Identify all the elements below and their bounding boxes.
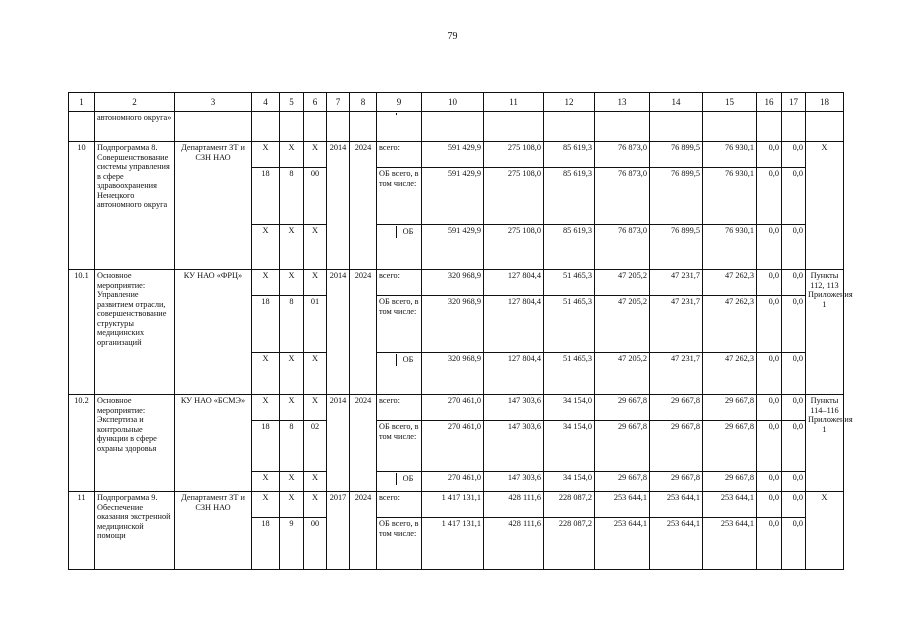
header-cell: 8	[350, 93, 377, 112]
code-cell: X	[280, 492, 304, 518]
funding-source: всего:	[377, 395, 422, 421]
amount-cell: 0,0	[782, 353, 806, 395]
amount-cell: 51 465,3	[544, 270, 595, 296]
code-cell: 18	[252, 296, 280, 353]
amount-cell: 47 231,7	[650, 270, 703, 296]
amount-cell: 275 108,0	[484, 225, 544, 270]
code-cell: X	[252, 472, 280, 492]
code-cell: X	[304, 395, 327, 421]
amount-cell: 47 262,3	[703, 296, 757, 353]
header-cell: 11	[484, 93, 544, 112]
amount-cell: 0,0	[757, 395, 782, 421]
amount-cell: 76 930,1	[703, 225, 757, 270]
code-cell: X	[252, 142, 280, 168]
amount-cell: 1 417 131,1	[422, 492, 484, 518]
amount-cell: 47 262,3	[703, 270, 757, 296]
amount-cell: 47 205,2	[595, 353, 650, 395]
funding-source-label: ОБ	[402, 227, 414, 236]
amount-cell: 253 644,1	[650, 492, 703, 518]
header-cell: 1	[69, 93, 95, 112]
code-cell: 8	[280, 168, 304, 225]
amount-cell: 0,0	[782, 492, 806, 518]
amount-cell: 428 111,6	[484, 518, 544, 570]
code-cell: X	[252, 492, 280, 518]
executor: Департамент ЗТ и СЗН НАО	[175, 142, 252, 270]
amount-cell: 0,0	[782, 168, 806, 225]
amount-cell: 76 873,0	[595, 142, 650, 168]
header-cell: 13	[595, 93, 650, 112]
code-cell: X	[304, 472, 327, 492]
code-cell: X	[304, 142, 327, 168]
funding-source	[377, 353, 422, 395]
amount-cell: 0,0	[757, 421, 782, 472]
amount-cell: 29 667,8	[703, 472, 757, 492]
end-year: 2024	[350, 142, 377, 270]
amount-cell: 0,0	[757, 518, 782, 570]
amount-cell: 51 465,3	[544, 353, 595, 395]
amount-cell: 127 804,4	[484, 353, 544, 395]
amount-cell: 29 667,8	[650, 395, 703, 421]
amount-cell: 34 154,0	[544, 472, 595, 492]
amount-cell: 253 644,1	[703, 518, 757, 570]
program-name: Основное мероприятие: Управление развитием отрасли, совершенствование структуры медицинских организаций	[95, 270, 175, 395]
code-cell: X	[304, 270, 327, 296]
amount-cell: 270 461,0	[422, 421, 484, 472]
code-cell: X	[252, 395, 280, 421]
header-cell: 4	[252, 93, 280, 112]
program-name: Основное мероприятие: Экспертиза и контрольные функции в сфере охраны здоровья	[95, 395, 175, 492]
amount-cell: 76 899,5	[650, 168, 703, 225]
code-cell: 8	[280, 296, 304, 353]
code-cell: X	[252, 353, 280, 395]
amount-cell: 428 111,6	[484, 492, 544, 518]
amount-cell: 275 108,0	[484, 142, 544, 168]
amount-cell: 34 154,0	[544, 421, 595, 472]
header-cell: 6	[304, 93, 327, 112]
funding-source: всего:	[377, 492, 422, 518]
code-cell: 18	[252, 518, 280, 570]
amount-cell: 228 087,2	[544, 518, 595, 570]
amount-cell: 253 644,1	[595, 518, 650, 570]
code-cell: 18	[252, 168, 280, 225]
header-cell: 18	[806, 93, 844, 112]
amount-cell: 76 930,1	[703, 168, 757, 225]
code-cell: X	[252, 225, 280, 270]
program-name: Подпрограмма 8. Совершенствование системы управления в сфере здравоохранения Ненецкого автономного округа	[95, 142, 175, 270]
code-cell: X	[280, 225, 304, 270]
amount-cell: 228 087,2	[544, 492, 595, 518]
code-cell: 9	[280, 518, 304, 570]
executor: КУ НАО «ФРЦ»	[175, 270, 252, 395]
funding-source: ОБ всего, в том числе:	[377, 168, 422, 225]
amount-cell: 0,0	[757, 142, 782, 168]
amount-cell: 29 667,8	[703, 395, 757, 421]
code-cell: 00	[304, 518, 327, 570]
header-cell: 3	[175, 93, 252, 112]
amount-cell: 29 667,8	[595, 395, 650, 421]
code-cell: 02	[304, 421, 327, 472]
amount-cell: 76 873,0	[595, 168, 650, 225]
amount-cell: 147 303,6	[484, 421, 544, 472]
start-year: 2014	[327, 270, 350, 395]
code-cell: X	[304, 353, 327, 395]
funding-source-label: ОБ	[402, 355, 414, 364]
continuation-row	[69, 112, 844, 142]
table-row	[69, 492, 844, 518]
code-cell: X	[280, 142, 304, 168]
table-row	[69, 395, 844, 421]
start-year: 2017	[327, 492, 350, 570]
amount-cell: 47 262,3	[703, 353, 757, 395]
program-budget-table	[68, 92, 853, 570]
amount-cell: 591 429,9	[422, 168, 484, 225]
amount-cell: 0,0	[782, 395, 806, 421]
code-cell: 18	[252, 421, 280, 472]
row-number: 10.1	[69, 270, 95, 395]
funding-source: всего:	[377, 270, 422, 296]
amount-cell: 47 231,7	[650, 296, 703, 353]
continuation-text: автономного округа»	[95, 112, 175, 142]
executor: Департамент ЗТ и СЗН НАО	[175, 492, 252, 570]
amount-cell: 0,0	[757, 168, 782, 225]
code-cell: 01	[304, 296, 327, 353]
amount-cell: 253 644,1	[595, 492, 650, 518]
amount-cell: 127 804,4	[484, 270, 544, 296]
header-cell: 17	[782, 93, 806, 112]
amount-cell: 0,0	[757, 270, 782, 296]
code-cell: X	[304, 492, 327, 518]
reference-note: Пункты 114–116 Приложения 1	[806, 395, 844, 492]
start-year: 2014	[327, 395, 350, 492]
amount-cell: 0,0	[757, 353, 782, 395]
end-year: 2024	[350, 270, 377, 395]
amount-cell: 76 899,5	[650, 225, 703, 270]
amount-cell: 591 429,9	[422, 142, 484, 168]
amount-cell: 85 619,3	[544, 225, 595, 270]
code-cell: X	[280, 395, 304, 421]
header-cell: 7	[327, 93, 350, 112]
amount-cell: 0,0	[782, 142, 806, 168]
amount-cell: 0,0	[782, 421, 806, 472]
amount-cell: 253 644,1	[703, 492, 757, 518]
header-cell: 15	[703, 93, 757, 112]
reference-note: X	[806, 492, 844, 570]
amount-cell: 51 465,3	[544, 296, 595, 353]
funding-source: всего:	[377, 142, 422, 168]
amount-cell: 320 968,9	[422, 270, 484, 296]
funding-source: ОБ всего, в том числе:	[377, 296, 422, 353]
funding-source: ОБ всего, в том числе:	[377, 518, 422, 570]
row-number: 10	[69, 142, 95, 270]
amount-cell: 34 154,0	[544, 395, 595, 421]
header-cell: 2	[95, 93, 175, 112]
start-year: 2014	[327, 142, 350, 270]
amount-cell: 0,0	[782, 270, 806, 296]
program-name: Подпрограмма 9. Обеспечение оказания экстренной медицинской помощи	[95, 492, 175, 570]
code-cell: X	[252, 270, 280, 296]
header-cell: 14	[650, 93, 703, 112]
amount-cell: 85 619,3	[544, 168, 595, 225]
code-cell: X	[280, 270, 304, 296]
amount-cell: 127 804,4	[484, 296, 544, 353]
amount-cell: 320 968,9	[422, 296, 484, 353]
amount-cell: 76 873,0	[595, 225, 650, 270]
row-number: 11	[69, 492, 95, 570]
end-year: 2024	[350, 492, 377, 570]
header-row	[69, 93, 844, 112]
end-year: 2024	[350, 395, 377, 492]
amount-cell: 147 303,6	[484, 472, 544, 492]
code-cell: X	[280, 353, 304, 395]
amount-cell: 29 667,8	[703, 421, 757, 472]
amount-cell: 0,0	[782, 296, 806, 353]
amount-cell: 0,0	[757, 296, 782, 353]
amount-cell: 0,0	[782, 518, 806, 570]
code-cell: 00	[304, 168, 327, 225]
amount-cell: 29 667,8	[650, 472, 703, 492]
amount-cell: 270 461,0	[422, 472, 484, 492]
amount-cell: 76 930,1	[703, 142, 757, 168]
amount-cell: 76 899,5	[650, 142, 703, 168]
amount-cell: 85 619,3	[544, 142, 595, 168]
amount-cell: 253 644,1	[650, 518, 703, 570]
amount-cell: 29 667,8	[650, 421, 703, 472]
reference-note: X	[806, 142, 844, 270]
table-row	[69, 270, 844, 296]
amount-cell: 29 667,8	[595, 472, 650, 492]
header-cell: 5	[280, 93, 304, 112]
table-row	[69, 142, 844, 168]
amount-cell: 270 461,0	[422, 395, 484, 421]
amount-cell: 591 429,9	[422, 225, 484, 270]
funding-source: ОБ всего, в том числе:	[377, 421, 422, 472]
amount-cell: 0,0	[757, 225, 782, 270]
amount-cell: 0,0	[757, 492, 782, 518]
funding-source	[377, 472, 422, 492]
amount-cell: 29 667,8	[595, 421, 650, 472]
amount-cell: 0,0	[782, 472, 806, 492]
amount-cell: 47 205,2	[595, 296, 650, 353]
amount-cell: 320 968,9	[422, 353, 484, 395]
amount-cell: 0,0	[782, 225, 806, 270]
amount-cell: 0,0	[757, 472, 782, 492]
page-number: 79	[447, 31, 458, 42]
amount-cell: 47 205,2	[595, 270, 650, 296]
funding-source	[377, 225, 422, 270]
code-cell: 8	[280, 421, 304, 472]
amount-cell: 147 303,6	[484, 395, 544, 421]
amount-cell: 1 417 131,1	[422, 518, 484, 570]
reference-note: Пункты 112, 113 Приложения 1	[806, 270, 844, 395]
code-cell: X	[304, 225, 327, 270]
row-number: 10.2	[69, 395, 95, 492]
header-cell: 12	[544, 93, 595, 112]
amount-cell: 47 231,7	[650, 353, 703, 395]
header-cell: 16	[757, 93, 782, 112]
amount-cell: 275 108,0	[484, 168, 544, 225]
funding-source-label: ОБ	[402, 474, 414, 483]
executor: КУ НАО «БСМЭ»	[175, 395, 252, 492]
header-cell: 9	[377, 93, 422, 112]
code-cell: X	[280, 472, 304, 492]
header-cell: 10	[422, 93, 484, 112]
